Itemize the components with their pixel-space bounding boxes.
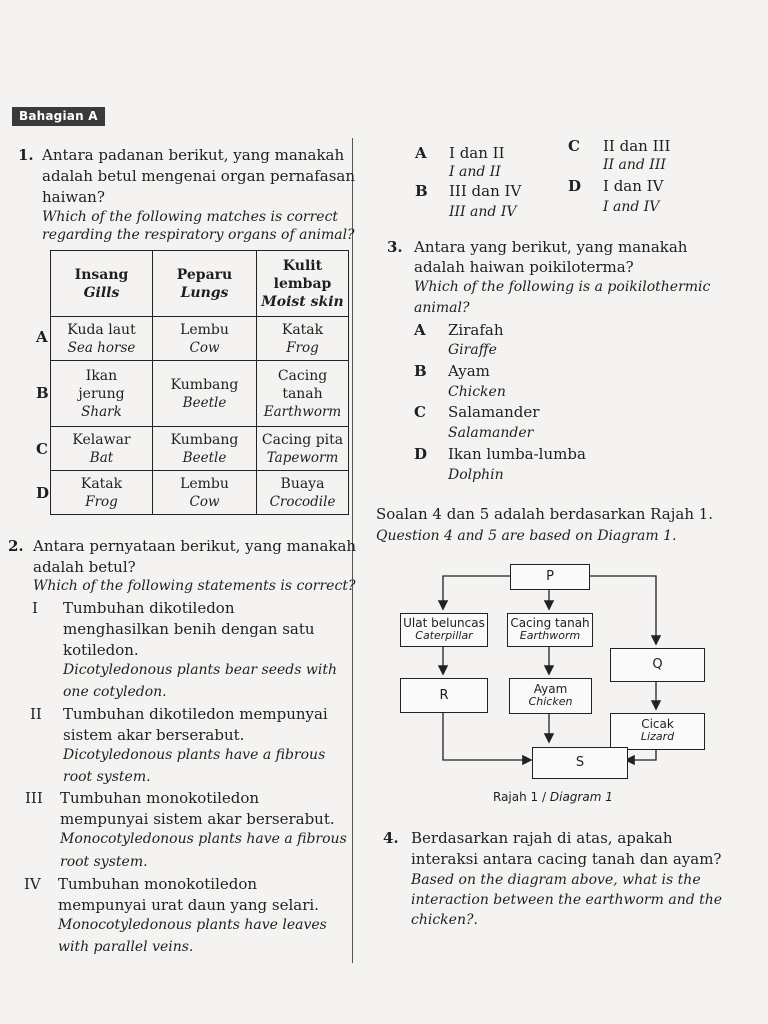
q4-text-en-line2: interaction between the earthworm and the [411, 892, 723, 908]
q3-option-d-text: Ikan lumba-lumba [448, 445, 586, 463]
statement-i-line3: kotiledon. [63, 641, 139, 659]
diagram-node-caterpillar: Ulat beluncas Caterpillar [400, 613, 488, 647]
header-gills: Insang Gills [51, 251, 153, 317]
section-label: Bahagian A [12, 107, 105, 126]
q3-option-b-text: Ayam [448, 362, 490, 380]
q1-text-en-line1: Which of the following matches is correct [42, 209, 339, 225]
diagram-node-chicken: Ayam Chicken [509, 678, 592, 714]
q3-option-d-en: Dolphin [448, 467, 504, 483]
q2-option-d-text: I dan IV [603, 177, 664, 195]
header-moist-skin: Kulit lembap Moist skin [257, 251, 349, 317]
table-cell: Katak Frog [257, 317, 349, 361]
q3-option-d-letter: D [414, 445, 428, 463]
diagram-node-earthworm: Cacing tanah Earthworm [507, 613, 593, 647]
diagram-node-q: Q [610, 648, 705, 682]
statement-roman-iv: IV [24, 875, 41, 893]
table-cell: Buaya Crocodile [257, 471, 349, 515]
statement-roman-iii: III [25, 789, 43, 807]
q1-text-en-line2: regarding the respiratory organs of animal? [42, 227, 355, 243]
q2-option-a-letter: A [415, 144, 427, 162]
q3-option-a-en: Giraffe [448, 342, 497, 358]
q2-option-c-text: II dan III [603, 137, 671, 155]
q2-option-c-en: II and III [603, 157, 666, 173]
statement-ii-line2: sistem akar berserabut. [63, 726, 245, 744]
diagram-node-p: P [510, 564, 590, 590]
q3-option-a-text: Zirafah [448, 321, 504, 339]
q2-text-line2: adalah betul? [33, 558, 136, 576]
diagram-node-s: S [532, 747, 628, 779]
option-label-d: D [36, 484, 50, 502]
statement-iv-en-line1: Monocotyledonous plants have leaves [58, 917, 327, 933]
q3-option-b-en: Chicken [448, 384, 506, 400]
statement-iv-line2: mempunyai urat daun yang selari. [58, 896, 319, 914]
statement-iv-en-line2: with parallel veins. [58, 939, 194, 955]
q1-text-line2: adalah betul mengenai organ pernafasan [42, 167, 356, 185]
diagram-node-lizard: Cicak Lizard [610, 713, 705, 750]
q1-text-line1: Antara padanan berikut, yang manakah [42, 146, 345, 164]
table-cell: Lembu Cow [153, 317, 257, 361]
q2-number: 2. [8, 537, 24, 555]
q3-text-en-line1: Which of the following is a poikilothermic [414, 279, 711, 295]
statement-roman-ii: II [30, 705, 42, 723]
table-cell: Ikan jerung Shark [51, 361, 153, 427]
table-cell: Kumbang Beetle [153, 427, 257, 471]
table-cell: Cacing tanah Earthworm [257, 361, 349, 427]
q2-text-line1: Antara pernyataan berikut, yang manakah [33, 537, 357, 555]
q3-number: 3. [387, 238, 403, 256]
q3-option-c-en: Salamander [448, 425, 534, 441]
q4-text-en-line3: chicken?. [411, 912, 478, 928]
statement-iii-en-line2: root system. [60, 854, 148, 870]
statement-iii-en-line1: Monocotyledonous plants have a fibrous [60, 831, 347, 847]
table-cell: Lembu Cow [153, 471, 257, 515]
statement-iii-line1: Tumbuhan monokotiledon [60, 789, 260, 807]
diagram-stem-en: Question 4 and 5 are based on Diagram 1. [376, 528, 677, 544]
diagram-stem: Soalan 4 dan 5 adalah berdasarkan Rajah 1. [376, 505, 714, 523]
q4-number: 4. [383, 829, 399, 847]
q2-option-d-en: I and IV [603, 199, 660, 215]
q3-text-line2: adalah haiwan poikiloterma? [414, 258, 634, 276]
q4-text-en-line1: Based on the diagram above, what is the [411, 872, 701, 888]
table-cell: Katak Frog [51, 471, 153, 515]
diagram-node-r: R [400, 678, 488, 713]
q2-option-b-text: III dan IV [449, 182, 522, 200]
statement-roman-i: I [32, 599, 38, 617]
statement-ii-line1: Tumbuhan dikotiledon mempunyai [63, 705, 328, 723]
option-label-a: A [36, 328, 48, 346]
statement-ii-en-line2: root system. [63, 769, 151, 785]
statement-ii-en-line1: Dicotyledonous plants have a fibrous [63, 747, 326, 763]
q3-text-line1: Antara yang berikut, yang manakah [414, 238, 688, 256]
statement-i-line2: menghasilkan benih dengan satu [63, 620, 315, 638]
diagram-caption: Rajah 1 / Diagram 1 [493, 790, 613, 804]
statement-i-en-line1: Dicotyledonous plants bear seeds with [63, 662, 338, 678]
header-lungs: Peparu Lungs [153, 251, 257, 317]
q2-option-b-letter: B [415, 182, 428, 200]
q2-option-a-text: I dan II [449, 144, 505, 162]
table-cell: Kumbang Beetle [153, 361, 257, 427]
q2-option-b-en: III and IV [449, 204, 517, 220]
q2-text-en: Which of the following statements is correct? [33, 578, 356, 594]
table-cell: Cacing pita Tapeworm [257, 427, 349, 471]
q3-text-en-line2: animal? [414, 300, 470, 316]
q4-text-line2: interaksi antara cacing tanah dan ayam? [411, 850, 722, 868]
q3-option-c-letter: C [414, 403, 426, 421]
q1-number: 1. [18, 146, 34, 164]
q3-option-c-text: Salamander [448, 403, 540, 421]
q3-option-a-letter: A [414, 321, 426, 339]
q2-option-c-letter: C [568, 137, 580, 155]
q2-option-a-en: I and II [449, 164, 501, 180]
table-cell: Kelawar Bat [51, 427, 153, 471]
statement-iii-line2: mempunyai sistem akar berserabut. [60, 810, 335, 828]
statement-iv-line1: Tumbuhan monokotiledon [58, 875, 258, 893]
q4-text-line1: Berdasarkan rajah di atas, apakah [411, 829, 673, 847]
q2-option-d-letter: D [568, 177, 582, 195]
table-cell: Kuda laut Sea horse [51, 317, 153, 361]
q3-option-b-letter: B [414, 362, 427, 380]
q1-text-line3: haiwan? [42, 188, 105, 206]
option-label-c: C [36, 440, 48, 458]
option-label-b: B [36, 384, 49, 402]
statement-i-en-line2: one cotyledon. [63, 684, 167, 700]
statement-i-line1: Tumbuhan dikotiledon [63, 599, 235, 617]
